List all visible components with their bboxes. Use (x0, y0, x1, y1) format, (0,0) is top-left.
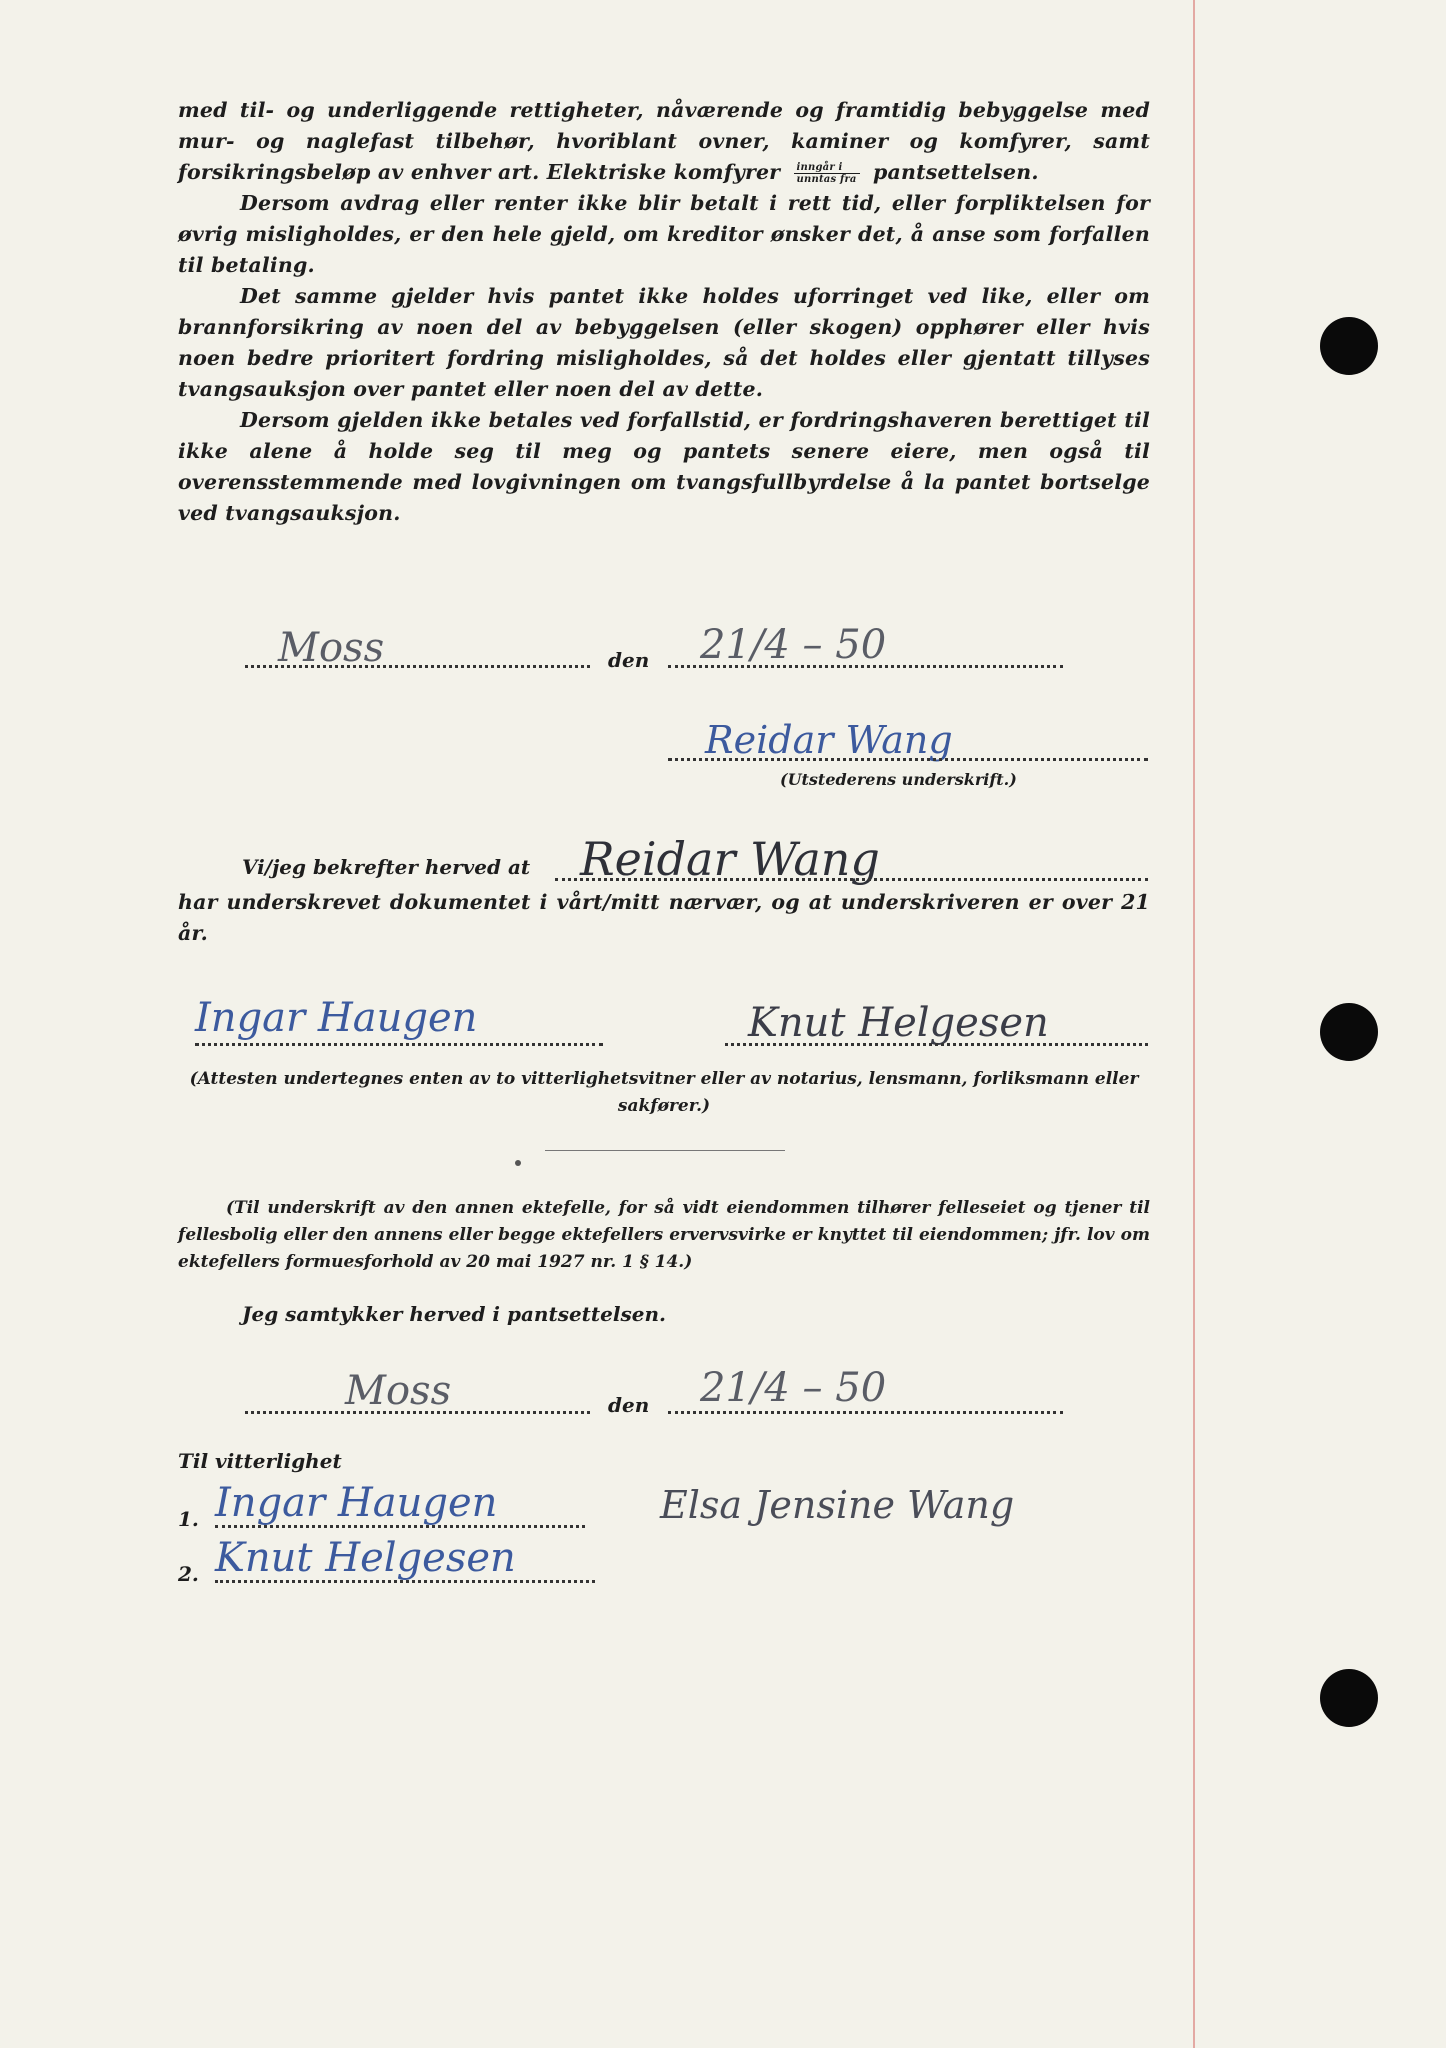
witness-number-1: 1. (178, 1507, 199, 1531)
spouse-witness2-line (215, 1580, 595, 1583)
margin-rule (1193, 0, 1195, 2048)
paragraph-insurance: Det samme gjelder hvis pantet ikke holdes uforringet ved like, eller om brannforsikring av noen del av bebyggelsen (eller skogen) opphører eller hvis noen bedre prioritert fordring misligholdes, så det holdes eller gjentatt tillyses tvangsauksjon over pantet eller noen del av dette. (178, 284, 1150, 401)
punch-hole-bottom (1320, 1669, 1378, 1727)
punch-hole-top (1320, 317, 1378, 375)
spouse-signature: Elsa Jensine Wang (660, 1483, 1015, 1527)
spouse-witness1: Ingar Haugen (215, 1480, 498, 1526)
issuer-place-line (245, 665, 590, 668)
paragraph-default: Dersom avdrag eller renter ikke blir betalt i rett tid, eller forpliktelsen for øvrig misligholdes, er den hele gjeld, om kreditor ønsker det, å anse som forfallen til betaling. (178, 191, 1150, 277)
spouse-note: (Til underskrift av den annen ektefelle, for så vidt eiendommen tilhører felleseiet og tjener til fellesbolig eller den annens eller begge ektefellers ervervsvirke er knyttet til eiendommen; jfr. lov om ektefellers formuesforhold av 20 mai 1927 nr. 1 § 14.) (178, 1198, 1150, 1272)
section-divider (545, 1150, 785, 1151)
attest-witness2: Knut Helgesen (748, 1000, 1049, 1046)
issuer-signature-caption: (Utstederens underskrift.) (780, 770, 1017, 789)
spouse-den-label: den (608, 1393, 650, 1417)
spouse-date: 21/4 – 50 (700, 1365, 887, 1411)
punch-hole-middle (1320, 1003, 1378, 1061)
spouse-place-line (245, 1411, 590, 1414)
spouse-consent: Jeg samtykker herved i pantsettelsen. (242, 1302, 666, 1326)
spouse-witness2: Knut Helgesen (215, 1535, 516, 1581)
attest-line2: har underskrevet dokumentet i vårt/mitt nærvær, og at underskriveren er over 21 år. (178, 890, 1150, 945)
attest-witness1-line (195, 1043, 603, 1046)
attest-line1: Vi/jeg bekrefter herved at (242, 855, 531, 879)
fraction-numerator: inngår i (794, 162, 860, 174)
spouse-date-line (668, 1411, 1063, 1414)
fraction-denominator: unntas fra (796, 174, 857, 185)
spouse-witness1-line (215, 1525, 585, 1528)
issuer-signature: Reidar Wang (705, 718, 953, 762)
paragraph-enforcement: Dersom gjelden ikke betales ved forfallstid, er fordringshaveren berettiget til ikke alene å holde seg til meg og pantets senere eiere, men også til overensstemmende med lovgivningen om tvangsfullbyrdelse å la pantet bortselge ved tvangsauksjon. (178, 408, 1150, 525)
terms-text (178, 95, 1150, 529)
spouse-place: Moss (345, 1368, 452, 1414)
paragraph-collateral (178, 95, 1150, 188)
issuer-date: 21/4 – 50 (700, 622, 887, 668)
witness-number-2: 2. (178, 1562, 199, 1586)
paragraph-collateral-text: med til- og underliggende rettigheter, nåværende og framtidig bebyggelse med mur- og naglefast tilbehør, hvoriblant ovner, kaminer og komfyrer, samt forsikringsbeløp av enhver art. Elektriske komfyrer (178, 98, 1150, 184)
issuer-signature-line (668, 758, 1148, 761)
paragraph-collateral-end: pantsettelsen. (872, 160, 1039, 184)
attest-note: (Attesten undertegnes enten av to vitterlighetsvitner eller av notarius, lensmann, forliksmann eller sakfører.) (189, 1069, 1139, 1116)
issuer-den-label: den (608, 648, 650, 672)
issuer-place: Moss (278, 625, 385, 671)
attest-line2-block (178, 887, 1150, 949)
fraction-choice (794, 162, 860, 185)
witness-heading: Til vitterlighet (178, 1449, 342, 1473)
attest-name-line (555, 878, 1148, 881)
attest-name: Reidar Wang (580, 832, 880, 886)
ink-dot (515, 1160, 521, 1166)
issuer-date-line (668, 665, 1063, 668)
attest-witness2-line (725, 1043, 1148, 1046)
attest-witness1: Ingar Haugen (195, 995, 478, 1041)
